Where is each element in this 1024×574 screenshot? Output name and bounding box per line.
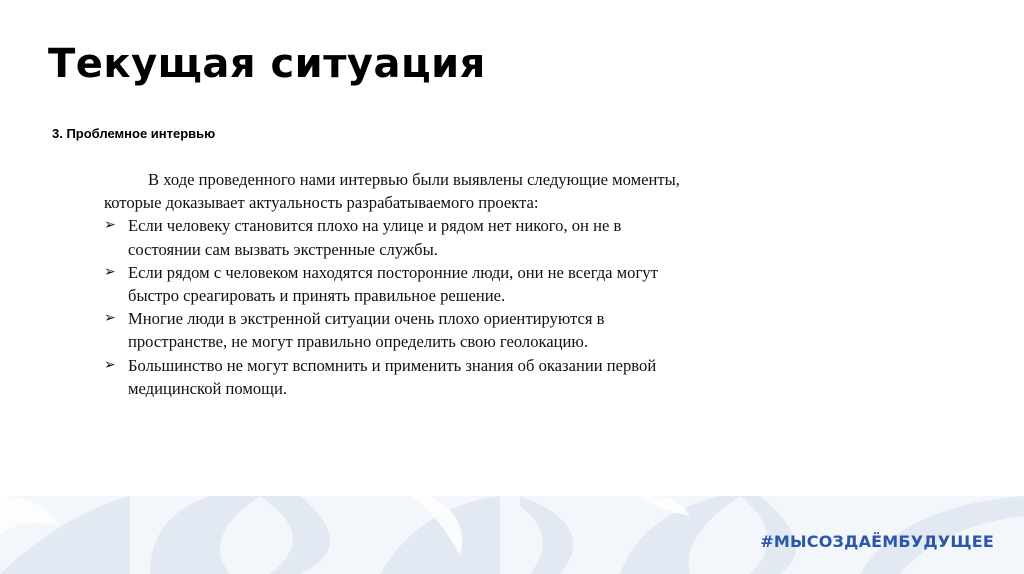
arrow-bullet-icon: ➢	[104, 310, 116, 327]
body-text	[104, 168, 694, 400]
bullet-text: Если человеку становится плохо на улице и рядом нет никого, он не в состоянии сам вызвать экстренные службы.	[128, 216, 622, 259]
footer-band	[0, 496, 1024, 574]
slide-title: Текущая ситуация	[48, 41, 486, 87]
bullet-list	[104, 214, 694, 400]
list-item	[104, 261, 694, 307]
arrow-bullet-icon: ➢	[104, 356, 116, 373]
bullet-text: Большинство не могут вспомнить и применить знания об оказании первой медицинской помощи.	[128, 355, 657, 398]
bullet-text: Если рядом с человеком находятся посторонние люди, они не всегда могут быстро среагировать и принять правильное решение.	[128, 262, 658, 306]
bullet-text: Многие люди в экстренной ситуации очень плохо ориентируются в пространстве, не могут правильно определить свою геолокацию.	[128, 309, 605, 352]
list-item	[104, 307, 694, 353]
intro-paragraph: В ходе проведенного нами интервью были выявлены следующие моменты, которые доказывает актуальность разрабатываемого проекта:	[104, 170, 680, 213]
footer-hashtag: #МЫСОЗДАЁМБУДУЩЕЕ	[760, 532, 994, 551]
arrow-bullet-icon: ➢	[104, 217, 116, 234]
list-item	[104, 354, 694, 400]
slide-subtitle: 3. Проблемное интервью	[52, 126, 216, 141]
arrow-bullet-icon: ➢	[104, 263, 116, 280]
list-item	[104, 214, 694, 260]
